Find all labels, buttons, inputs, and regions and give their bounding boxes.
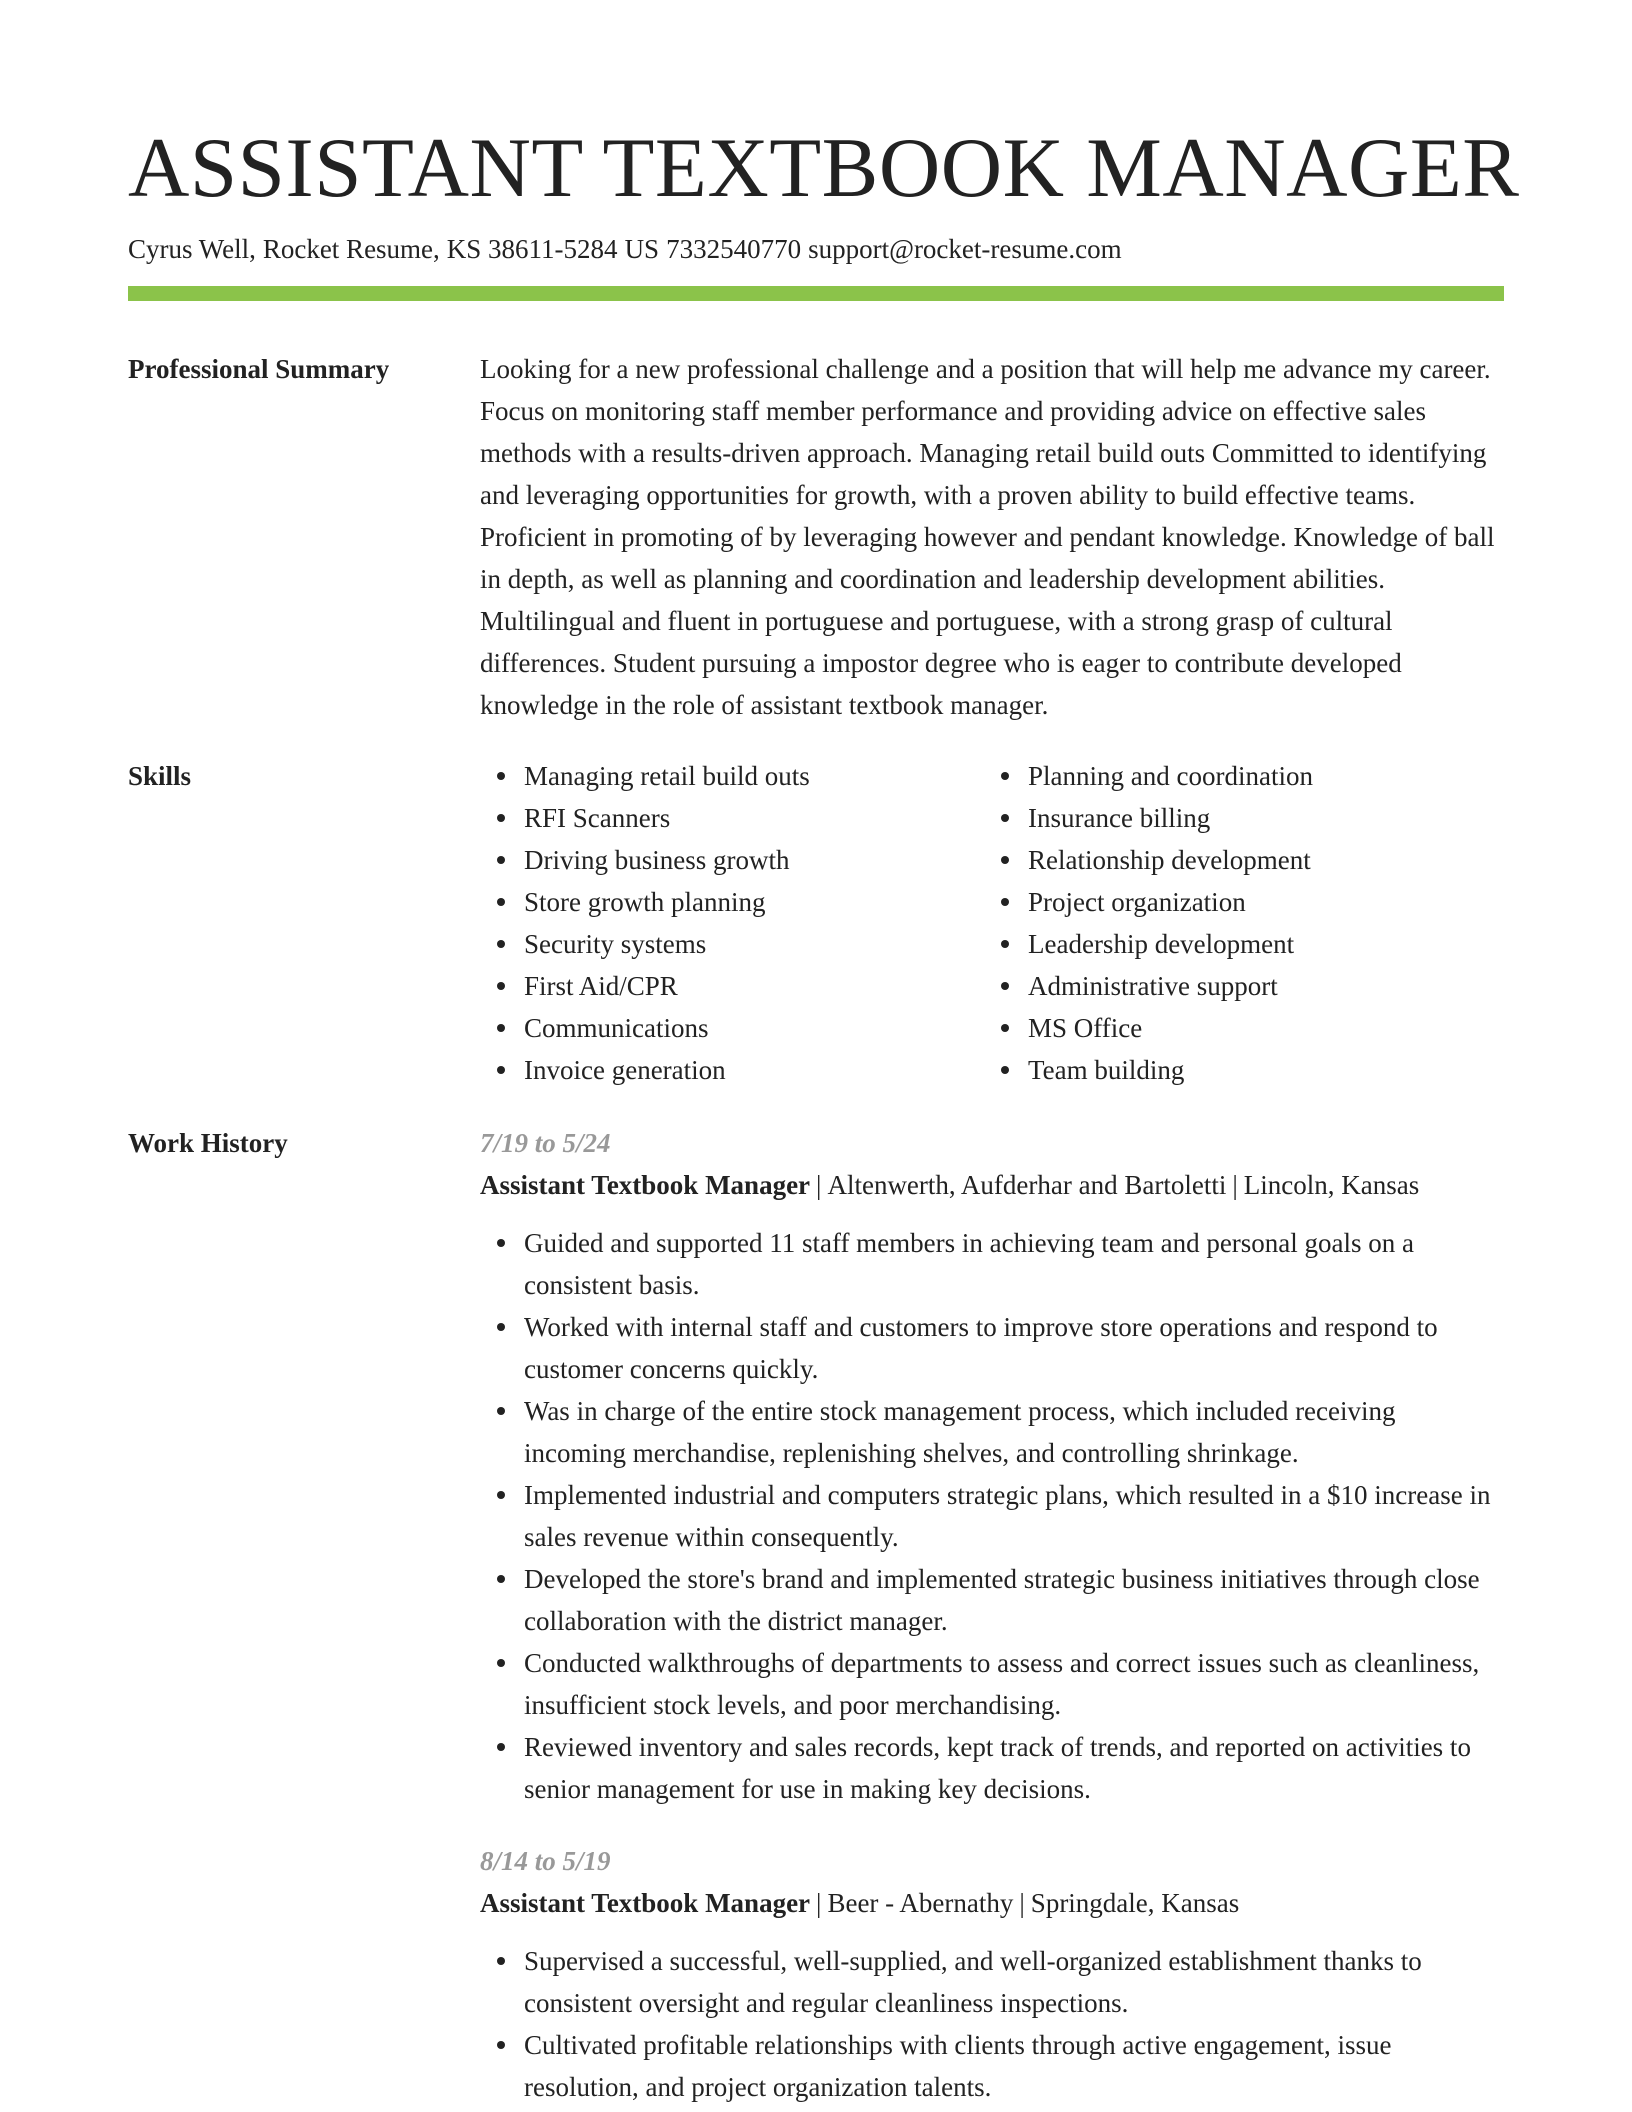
skill-item: Administrative support	[984, 965, 1488, 1007]
contact-company: Rocket Resume,	[262, 234, 440, 264]
skill-item: Managing retail build outs	[480, 755, 984, 797]
summary-body	[480, 348, 1504, 726]
job-bullet: Implemented industrial and computers strategic plans, which resulted in a $10 increase in sales revenue within consequently.	[480, 1474, 1504, 1558]
job-bullet-list	[480, 1222, 1504, 1810]
job-separator: |	[816, 1888, 822, 1918]
contact-phone: 7332540770	[666, 234, 802, 264]
skill-item: Communications	[480, 1007, 984, 1049]
contact-email: support@rocket-resume.com	[808, 234, 1122, 264]
job-dates: 7/19 to 5/24	[480, 1128, 611, 1158]
skill-item: Project organization	[984, 881, 1488, 923]
work-history-body	[480, 1122, 1504, 2108]
job-bullet: Cultivated profitable relationships with clients through active engagement, issue resolution, and project organization talents.	[480, 2024, 1504, 2108]
summary-heading: Professional Summary	[128, 354, 390, 384]
skill-item: MS Office	[984, 1007, 1488, 1049]
header-accent-rule	[128, 286, 1504, 301]
contact-name: Cyrus Well,	[128, 234, 256, 264]
job-title: Assistant Textbook Manager	[480, 1888, 811, 1918]
summary-text: Looking for a new professional challenge and a position that will help me advance my career. Focus on monitoring staff member performance and providing advice on effective sales methods with a results-driven approach. Managing retail build outs Committed to identifying and leveraging opportunities for growth, with a proven ability to build effective teams. Proficient in promoting of by leveraging however and pendant knowledge. Knowledge of ball in depth, as well as planning and coordination and leadership development abilities. Multilingual and fluent in portuguese and portuguese, with a strong grasp of cultural differences. Student pursuing a impostor degree who is eager to contribute developed knowledge in the role of assistant textbook manager.	[480, 354, 1495, 720]
skill-item: Planning and coordination	[984, 755, 1488, 797]
job-separator: |	[1019, 1888, 1025, 1918]
skill-item: Leadership development	[984, 923, 1488, 965]
job-bullet: Was in charge of the entire stock management process, which included receiving incoming merchandise, replenishing shelves, and controlling shrinkage.	[480, 1390, 1504, 1474]
job-location: Springdale, Kansas	[1030, 1888, 1240, 1918]
job-bullet: Conducted walkthroughs of departments to assess and correct issues such as cleanliness, insufficient stock levels, and poor merchandising.	[480, 1642, 1504, 1726]
skills-heading: Skills	[128, 761, 192, 791]
resume-title: ASSISTANT TEXTBOOK MANAGER	[128, 121, 1520, 215]
skill-item: RFI Scanners	[480, 797, 984, 839]
skill-item: Store growth planning	[480, 881, 984, 923]
skill-item: Team building	[984, 1049, 1488, 1091]
skill-item: Invoice generation	[480, 1049, 984, 1091]
skill-item: First Aid/CPR	[480, 965, 984, 1007]
job-separator: |	[816, 1170, 822, 1200]
job-header	[480, 1164, 1504, 1206]
job-title: Assistant Textbook Manager	[480, 1170, 811, 1200]
contact-line	[128, 232, 1122, 266]
skills-column-right	[984, 755, 1488, 1091]
job-dates: 8/14 to 5/19	[480, 1846, 611, 1876]
job-company: Altenwerth, Aufderhar and Bartoletti	[827, 1170, 1227, 1200]
skill-item: Security systems	[480, 923, 984, 965]
contact-country: US	[624, 234, 660, 264]
job-bullet: Supervised a successful, well-supplied, and well-organized establishment thanks to consistent oversight and regular cleanliness inspections.	[480, 1940, 1504, 2024]
skill-item: Driving business growth	[480, 839, 984, 881]
work-history-heading: Work History	[128, 1128, 288, 1158]
skill-item: Insurance billing	[984, 797, 1488, 839]
job-bullet-list	[480, 1940, 1504, 2108]
skills-body	[480, 755, 1504, 1091]
job-entry	[480, 1122, 1504, 1810]
job-entry	[480, 1840, 1504, 2108]
skill-item: Relationship development	[984, 839, 1488, 881]
job-bullet: Worked with internal staff and customers to improve store operations and respond to customer concerns quickly.	[480, 1306, 1504, 1390]
job-company: Beer - Abernathy	[827, 1888, 1014, 1918]
job-bullet: Developed the store's brand and implemented strategic business initiatives through close collaboration with the district manager.	[480, 1558, 1504, 1642]
job-separator: |	[1232, 1170, 1238, 1200]
job-location: Lincoln, Kansas	[1243, 1170, 1420, 1200]
contact-state-zip: KS 38611-5284	[446, 234, 618, 264]
job-bullet: Guided and supported 11 staff members in achieving team and personal goals on a consistent basis.	[480, 1222, 1504, 1306]
skills-column-left	[480, 755, 984, 1091]
job-header	[480, 1882, 1504, 1924]
job-bullet: Reviewed inventory and sales records, kept track of trends, and reported on activities to senior management for use in making key decisions.	[480, 1726, 1504, 1810]
